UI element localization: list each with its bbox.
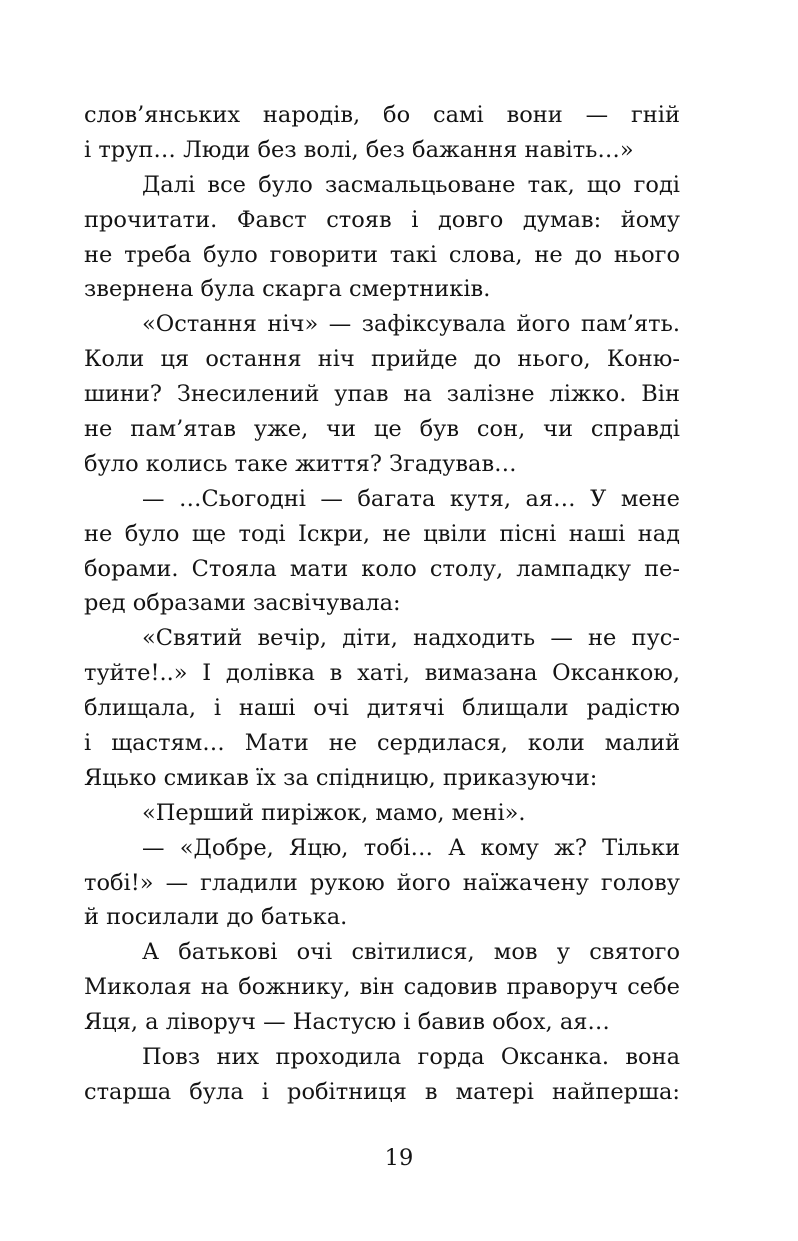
text-line: слов’янських народів, бо самі вони — гній (84, 102, 680, 128)
text-line: Яцько смикав їх за спідницю, приказуючи: (84, 764, 598, 791)
text-line: ред образами засвічувала: (84, 590, 401, 617)
text-line: туйте!..» І долівка в хаті, вимазана Оксанкою, (84, 660, 680, 687)
text-line: А батькові очі світилися, мов у святого (142, 939, 680, 966)
text-line: не пам’ятав уже, чи це був сон, чи справді (84, 416, 680, 443)
text-line: не було ще тоді Іскри, не цвіли пісні наші над (84, 520, 680, 547)
text-line: Яця, а ліворуч — Настусю і бавив обох, ая… (84, 1009, 610, 1036)
text-line: і труп… Люди без волі, без бажання навіть…» (84, 136, 634, 163)
text-line: Повз них проходила горда Оксанка. вона (142, 1044, 680, 1071)
text-line: було колись таке життя? Згадував… (84, 450, 517, 477)
paragraph (84, 935, 680, 1040)
body-text (84, 98, 680, 1110)
text-line: шини? Знесилений упав на залізне ліжко. Він (84, 381, 680, 408)
paragraph (84, 482, 680, 622)
paragraph (84, 1040, 680, 1110)
text-line: «Перший пиріжок, мамо, мені». (142, 799, 526, 826)
text-line: блищала, і наші очі дитячі блищали радістю (84, 695, 680, 722)
paragraph (84, 307, 680, 481)
page-number: 19 (384, 1145, 414, 1171)
text-line: тобі!» — гладили рукою його наїжачену голову (84, 869, 680, 896)
text-line: і щастям… Мати не сердилася, коли малий (84, 730, 680, 757)
text-line: старша була і робітниця в матері найперша: (84, 1078, 680, 1105)
text-line: звернена була скарга смертників. (84, 276, 491, 303)
paragraph (84, 621, 680, 795)
text-line: не треба було говорити такі слова, не до нього (84, 241, 680, 268)
text-line: прочитати. Фавст стояв і довго думав: йому (84, 206, 680, 233)
text-line: борами. Стояла мати коло столу, лампадку пе- (84, 555, 680, 582)
text-line: «Святий вечір, діти, надходить — не пус- (142, 625, 680, 652)
text-line: й посилали до батька. (84, 904, 348, 931)
text-line: Коли ця остання ніч прийде до нього, Коню- (84, 346, 680, 373)
paragraph (84, 98, 680, 168)
paragraph (84, 168, 680, 308)
paragraph (84, 831, 680, 936)
text-line: Далі все було засмальцьоване так, що годі (142, 171, 680, 198)
text-line: — …Сьогодні — багата кутя, ая… У мене (142, 485, 680, 512)
text-line: — «Добре, Яцю, тобі… А кому ж? Тільки (142, 834, 680, 861)
text-line: Миколая на божнику, він садовив праворуч себе (84, 974, 680, 1001)
paragraph (84, 796, 680, 831)
text-line: «Остання ніч» — зафіксувала його пам’ять. (142, 311, 680, 338)
